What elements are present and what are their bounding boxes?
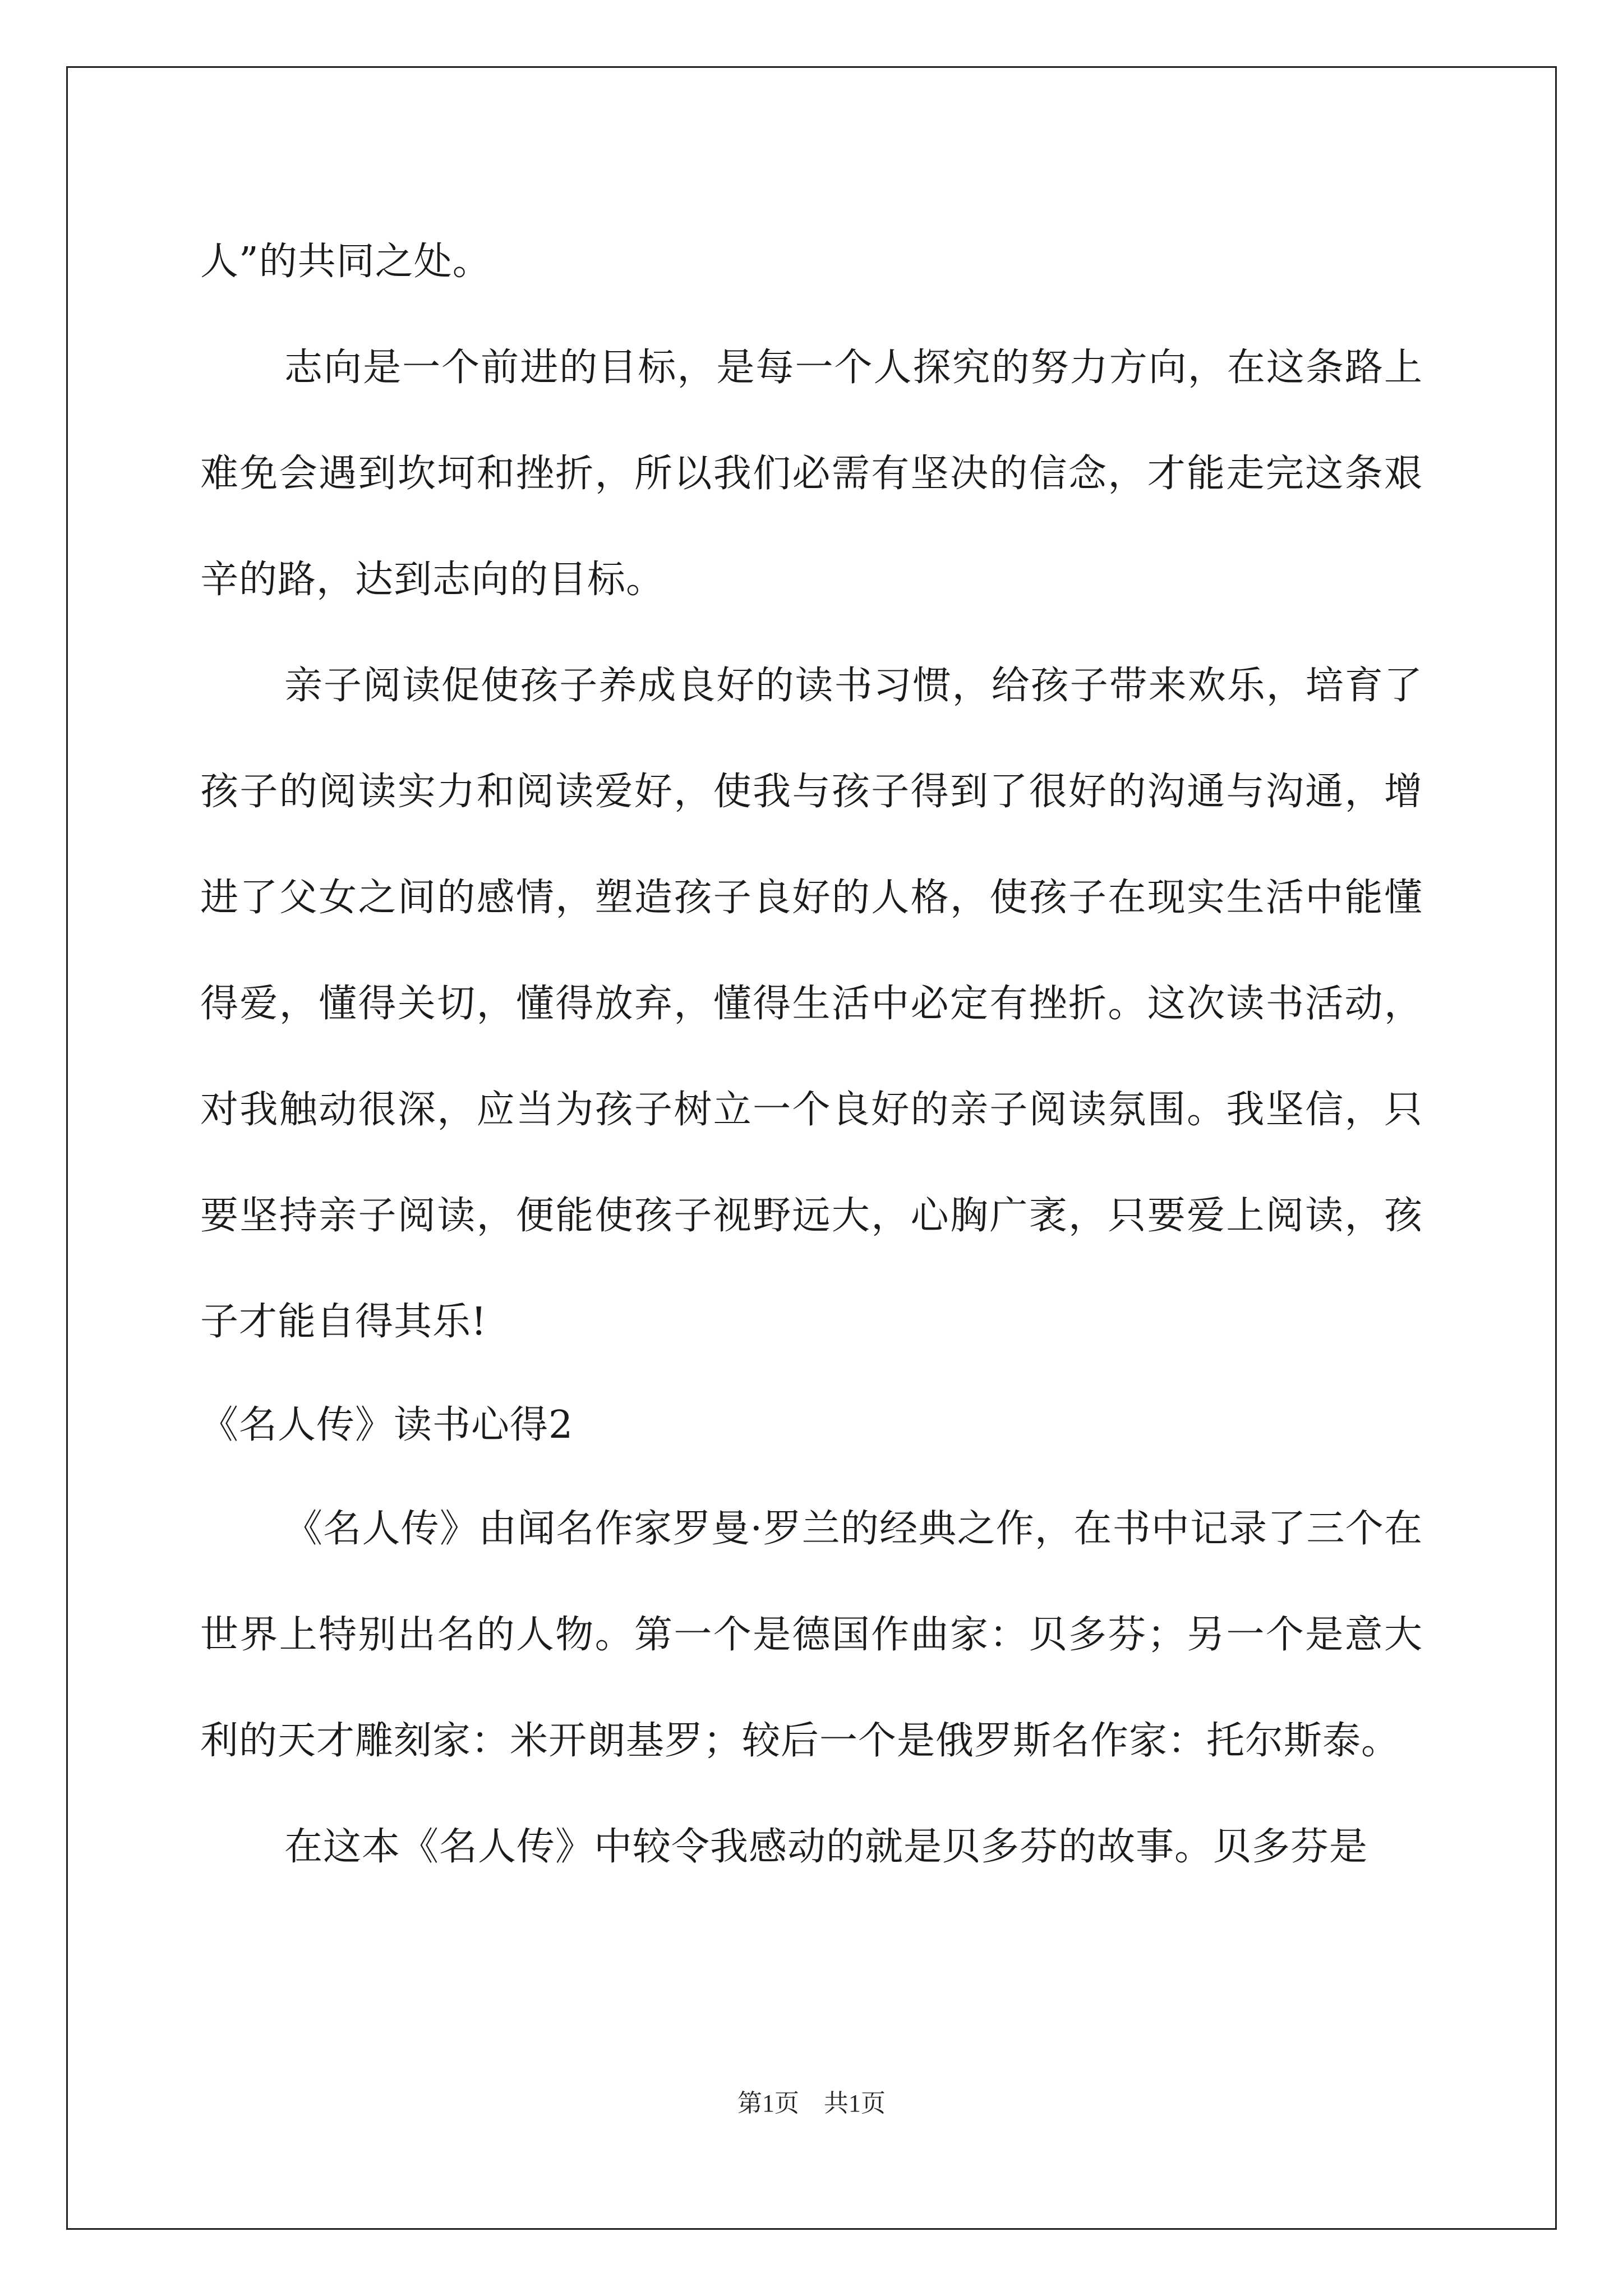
document-body (200, 209, 1423, 1900)
paragraph-aspiration: 志向是一个前进的目标，是每一个人探究的努力方向，在这条路上难免会遇到坎坷和挫折，所以我们必需有坚决的信念，才能走完这条艰辛的路，达到志向的目标。 (200, 346, 1423, 602)
page-total: 共1页 (824, 2090, 886, 2117)
paragraph-continuation: 人”的共同之处。 (200, 240, 491, 284)
page-number: 第1页 (737, 2090, 799, 2117)
page-footer (0, 2087, 1623, 2120)
section-title: 《名人传》读书心得2 (200, 1403, 574, 1447)
paragraph-book-intro: 《名人传》由闻名作家罗曼·罗兰的经典之作，在书中记录了三个在世界上特别出名的人物。第一个是德国作曲家：贝多芬；另一个是意大利的天才雕刻家：米开朗基罗；较后一个是俄罗斯名作家：托尔斯泰。 (200, 1507, 1423, 1763)
paragraph-beethoven: 在这本《名人传》中较令我感动的就是贝多芬的故事。贝多芬是 (284, 1825, 1368, 1869)
paragraph-parent-child-reading: 亲子阅读促使孩子养成良好的读书习惯，给孩子带来欢乐，培育了孩子的阅读实力和阅读爱好，使我与孩子得到了很好的沟通与沟通，增进了父女之间的感情，塑造孩子良好的人格，使孩子在现实生活中能懂得爱，懂得关切，懂得放弃，懂得生活中必定有挫折。这次读书活动，对我触动很深，应当为孩子树立一个良好的亲子阅读氛围。我坚信，只要坚持亲子阅读，便能使孩子视野远大，心胸广袤，只要爱上阅读，孩子才能自得其乐! (200, 664, 1423, 1344)
